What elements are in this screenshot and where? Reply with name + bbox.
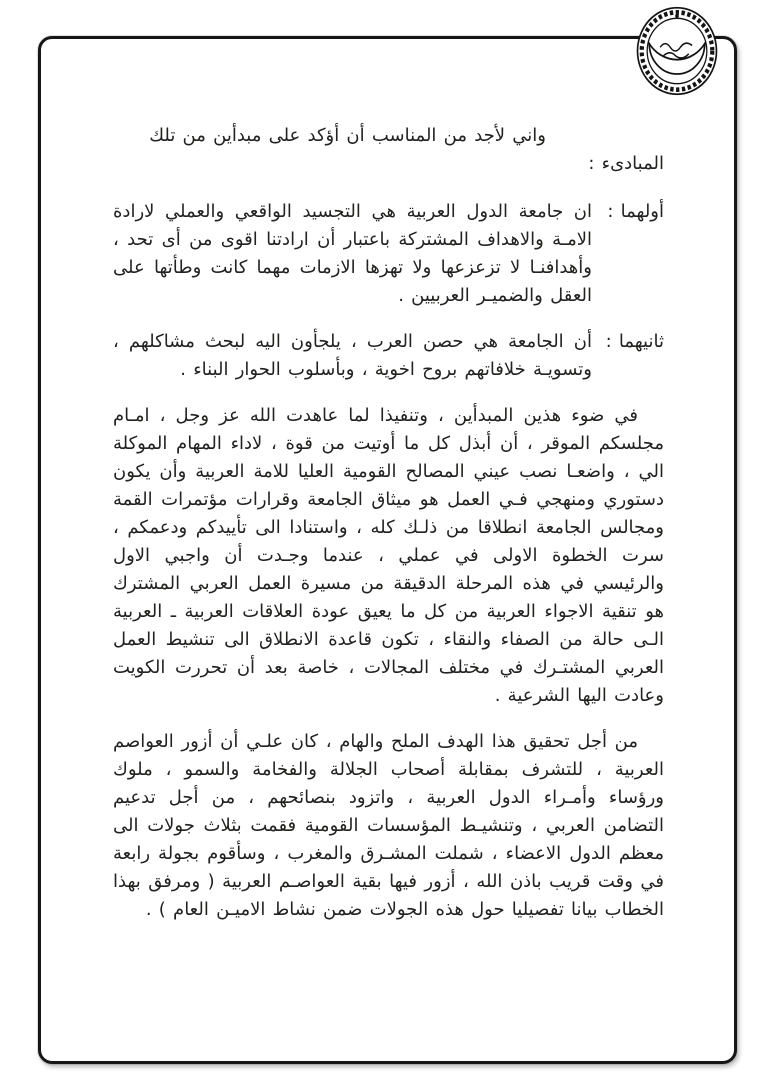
paragraph <box>113 198 664 310</box>
paragraph: من أجل تحقيق هذا الهدف الملح والهام ، كان علـي أن أزور العواصم العربية ، للتشرف بمقابلة أصحاب الجلالة والفخامة والسمو ، ملوك ورؤساء وأمـراء الدول العربية ، واتزود بنصائحهم ، من أجل تدعيم التضامن العربي ، وتنشيـط المؤسسات القومية فقمت بثلاث جولات الى معظم الدول الاعضاء ، شملت المشـرق والمغرب ، وسأقوم بجولة رابعة في وقت قريب باذن الله ، أزور فيها بقية العواصـم العربية ( ومرفق بهذا الخطاب بيانا تفصيليا حول هذه الجولات ضمن نشاط الاميـن العام ) . <box>113 731 664 920</box>
paragraph: في ضوء هذين المبدأين ، وتنفيذا لما عاهدت الله عز وجل ، امـام مجلسكم الموقر ، أن أبذل كل ما أوتيت من قوة ، لاداء المهام الموكلة الي ، واضعـا نصب عيني المصالح القومية العليا للامة العربية وأن يكون دستوري ومنهجي فـي العمل هو ميثاق الجامعة وقرارات مؤتمرات القمة ومجالس الجامعة انطلاقا من ذلـك كله ، واستنادا الى تأييدكم ودعمكم ، سرت الخطوة الاولى في عملي ، عندما وجـدت أن واجبي الاول والرئيسي في هذه المرحلة الدقيقة من مسيرة العمل العربي المشترك هو تنقية الاجواء العربية من كل ما يعيق عودة العلاقات العربية ـ العربية الـى حالة من الصفاء والنقاء ، تكون قاعدة الانطلاق الى تنشيط العمل العربي المشتـرك في مختلف المجالات ، خاصة بعد أن تحررت الكويت وعادت اليها الشرعية . <box>113 405 664 706</box>
document-content <box>113 122 664 942</box>
paragraph <box>113 328 664 384</box>
arab-league-emblem-icon <box>635 5 719 97</box>
paragraph-text: ان جامعة الدول العربية هي التجسيد الواقعي والعملي لارادة الامـة والاهداف المشتركة باعتبار أن ارادتنا اقوى من أى تحد ، وأهدافنـا لا تزعزعها ولا تهزها الازمات مهما كانت وطأتها على العقل والضميـر العربيين . <box>113 201 592 306</box>
paragraph-label: أولهما : <box>607 201 664 222</box>
intro-line: واني لأجد من المناسب أن أؤكد على مبدأين من تلك المبادىء : <box>149 125 664 174</box>
paragraph-label: ثانيهما : <box>605 331 664 352</box>
paragraph-text: أن الجامعة هي حصن العرب ، يلجأون اليه لبحث مشاكلهم ، وتسويـة خلافاتهم بروح اخوية ، وبأسلوب الحوار البناء . <box>113 331 592 380</box>
